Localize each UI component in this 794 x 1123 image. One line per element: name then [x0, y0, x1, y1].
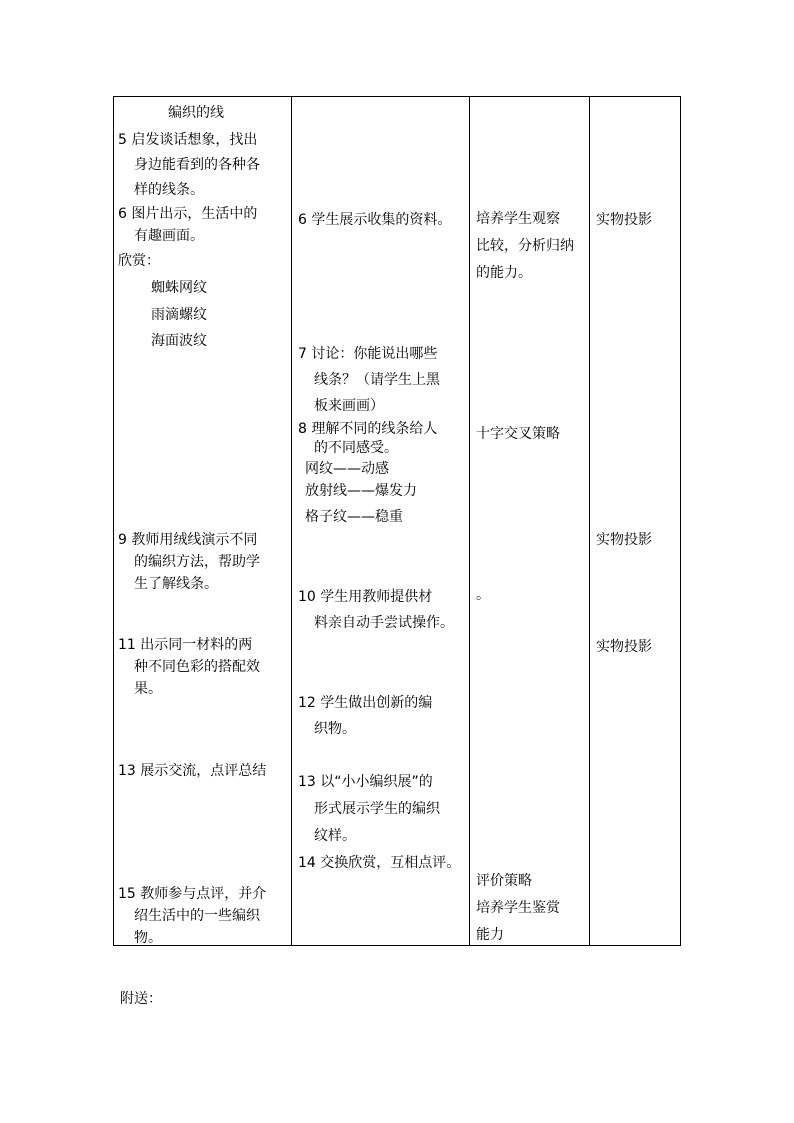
col1-item15-line2: 绍生活中的一些编织	[134, 908, 260, 924]
col1-item5-line1: 5 启发谈话想象，找出	[118, 132, 258, 148]
col1-item4-end: 编织的线	[168, 105, 224, 121]
col3-goal-line2: 比较，分析归纳	[476, 238, 574, 254]
col2-item7-line2: 线条？（请学生上黑	[314, 372, 440, 388]
col1-item5-line3: 样的线条。	[134, 182, 204, 198]
col2-item14: 14 交换欣赏，互相点评。	[298, 855, 461, 871]
col2-feeling-2: 放射线——爆发力	[305, 483, 417, 499]
col2-item7-line1: 7 讨论：你能说出哪些	[298, 346, 438, 362]
column-divider	[291, 97, 292, 945]
col2-item7-line3: 板来画画）	[314, 398, 384, 414]
col4-media-1: 实物投影	[596, 212, 652, 228]
attachment-label: 附送：	[120, 991, 162, 1007]
col2-item13-line1: 13 以“小小编织展”的	[298, 774, 433, 790]
col2-item13-line2: 形式展示学生的编织	[314, 801, 440, 817]
col2-item10-line1: 10 学生用教师提供材	[298, 589, 433, 605]
col1-item9-line2: 的编织方法，帮助学	[134, 554, 260, 570]
col2-item8-line2: 的不同感受。	[314, 440, 398, 456]
col1-item15-line1: 15 教师参与点评，并介	[118, 886, 267, 902]
col1-pattern-3: 海面波纹	[151, 333, 207, 349]
col3-goal-line1: 培养学生观察	[476, 211, 560, 227]
col2-item13-line3: 纹样。	[314, 828, 356, 844]
col2-feeling-1: 网纹——动感	[305, 461, 389, 477]
col3-cross-strategy: 十字交叉策略	[476, 426, 560, 442]
col3-eval-line3: 能力	[476, 927, 504, 943]
col2-feeling-3: 格子纹——稳重	[305, 509, 403, 525]
col3-eval-line1: 评价策略	[476, 873, 532, 889]
col1-item6-line2: 有趣画面。	[134, 228, 204, 244]
col1-item13: 13 展示交流，点评总结	[118, 763, 267, 779]
col2-item12-line1: 12 学生做出创新的编	[298, 695, 433, 711]
col3-goal-line3: 的能力。	[476, 265, 532, 281]
col1-appreciation-label: 欣赏：	[118, 253, 160, 269]
column-divider	[589, 97, 590, 945]
col1-item11-line1: 11 出示同一材料的两	[118, 637, 253, 653]
col1-item15-line3: 物。	[134, 930, 162, 946]
col2-item6: 6 学生展示收集的资料。	[298, 212, 452, 228]
col1-item5-line2: 身边能看到的各种各	[134, 157, 260, 173]
col1-item9-line1: 9 教师用绒线演示不同	[118, 532, 258, 548]
col1-item9-line3: 生了解线条。	[134, 576, 218, 592]
col1-pattern-1: 蜘蛛网纹	[151, 280, 207, 296]
col3-dot: 。	[476, 587, 490, 603]
col1-item11-line2: 种不同色彩的搭配效	[134, 659, 260, 675]
col4-media-3: 实物投影	[596, 639, 652, 655]
col1-item6-line1: 6 图片出示，生活中的	[118, 206, 258, 222]
col2-item12-line2: 织物。	[314, 721, 356, 737]
col1-pattern-2: 雨滴螺纹	[151, 307, 207, 323]
col4-media-2: 实物投影	[596, 532, 652, 548]
col2-item10-line2: 料亲自动手尝试操作。	[314, 615, 454, 631]
column-divider	[469, 97, 470, 945]
col2-item8-line1: 8 理解不同的线条给人	[298, 421, 438, 437]
col1-item11-line3: 果。	[134, 681, 162, 697]
col3-eval-line2: 培养学生鉴赏	[476, 900, 560, 916]
